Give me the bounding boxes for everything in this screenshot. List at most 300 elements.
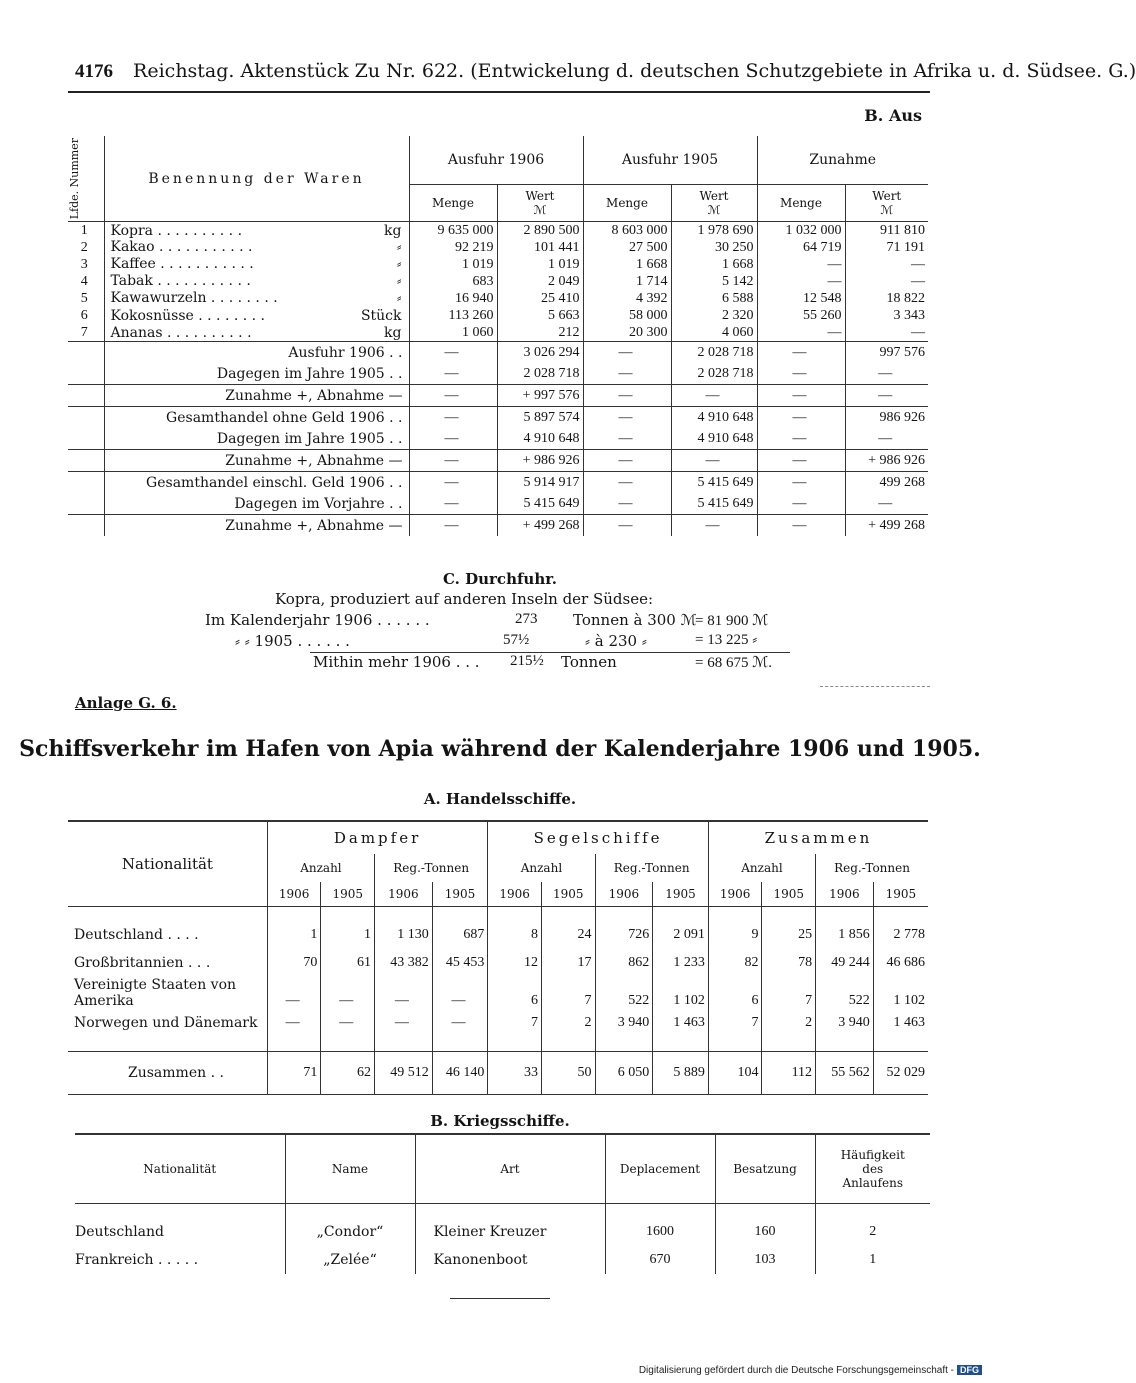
value-cell: 46 686	[873, 949, 928, 977]
cell-m06: 16 940	[409, 290, 497, 307]
unit: kg	[384, 324, 402, 341]
table-row	[68, 324, 928, 342]
ws-besatzung: 160	[715, 1218, 815, 1246]
cell-w06: 5 415 649	[497, 493, 583, 515]
unit: ⸗	[396, 256, 402, 272]
value-cell: —	[375, 1009, 433, 1037]
cell-wz: 986 926	[845, 407, 928, 429]
row-number: 2	[80, 239, 88, 255]
value-cell: 78	[762, 949, 816, 977]
value-cell: 6	[708, 977, 762, 1009]
ws-haeufigkeit: 1	[815, 1246, 930, 1274]
empty-cell	[68, 450, 104, 472]
ware-name: Kokosnüsse . . . . . . . . Stück	[104, 307, 409, 324]
cell-wz: —	[845, 493, 928, 515]
total-label: Zusammen . .	[68, 1052, 267, 1095]
table-row	[75, 1218, 930, 1246]
value-cell: 1 102	[653, 977, 709, 1009]
col-menge-header: Menge	[757, 185, 845, 222]
cell-wz: 3 343	[845, 307, 928, 324]
cell-m06: —	[409, 515, 497, 537]
total-cell: 5 889	[653, 1052, 709, 1095]
cell-wz: 18 822	[845, 290, 928, 307]
cell-w05: —	[671, 450, 757, 472]
value-cell: 70	[267, 949, 321, 977]
table-row	[75, 1246, 930, 1274]
cell-w05: 5 142	[671, 273, 757, 290]
total-cell: 49 512	[375, 1052, 433, 1095]
value-cell: 17	[541, 949, 595, 977]
cell-m05: 20 300	[583, 324, 671, 342]
ws-deplacement: 670	[605, 1246, 715, 1274]
row-number: 5	[80, 290, 88, 306]
year-header: 1905	[873, 882, 928, 907]
cell-w06: + 997 576	[497, 385, 583, 407]
value-cell: 7	[708, 1009, 762, 1037]
value-cell: 24	[541, 921, 595, 949]
value-cell: 43 382	[375, 949, 433, 977]
ws-besatzung: 103	[715, 1246, 815, 1274]
cell-m05: —	[583, 450, 671, 472]
year-header: 1906	[267, 882, 321, 907]
ware-name: Kawawurzeln . . . . . . . . ⸗	[104, 290, 409, 307]
unit: ⸗	[396, 290, 402, 306]
nationality-cell: Deutschland . . . .	[74, 927, 199, 943]
row-number: 4	[80, 273, 88, 289]
cell-m05: —	[583, 515, 671, 537]
cell-w05: 5 415 649	[671, 493, 757, 515]
value-cell: 82	[708, 949, 762, 977]
col-wert-header: Wert ℳ	[497, 185, 583, 222]
cell-mz: —	[757, 407, 845, 429]
empty-cell	[68, 407, 104, 429]
summary-row	[68, 515, 928, 537]
col-menge-header: Menge	[583, 185, 671, 222]
table-row	[68, 1009, 928, 1037]
cell-w05: 4 060	[671, 324, 757, 342]
cell-mz: —	[757, 385, 845, 407]
cell-mz: —	[757, 256, 845, 273]
summary-row	[68, 363, 928, 385]
col-wert-header: Wert ℳ	[845, 185, 928, 222]
spacer-row	[75, 1204, 930, 1219]
cell-mz: —	[757, 342, 845, 364]
cell-m05: —	[583, 428, 671, 450]
unit: ⸗	[396, 239, 402, 255]
cell-w06: 2 049	[497, 273, 583, 290]
ws-nationality-header: Nationalität	[75, 1134, 285, 1204]
cell-w06: 5 663	[497, 307, 583, 324]
cell-w06: 25 410	[497, 290, 583, 307]
table-row	[68, 949, 928, 977]
header-title: Reichstag. Aktenstück Zu Nr. 622. (Entwickelung d. deutschen Schutzgebiete in Afrika u. d. Südsee. G.)	[133, 60, 1136, 82]
year-header: 1905	[653, 882, 709, 907]
summary-label: Zunahme +, Abnahme —	[104, 385, 409, 407]
col-ausfuhr1906-header: Ausfuhr 1906	[409, 136, 583, 185]
col-zunahme-header: Zunahme	[757, 136, 928, 185]
cell-w06: 212	[497, 324, 583, 342]
cell-m05: 1 714	[583, 273, 671, 290]
value-cell: 3 940	[816, 1009, 874, 1037]
cell-mz: 1 032 000	[757, 222, 845, 240]
cell-wz: —	[845, 273, 928, 290]
header-rule	[68, 91, 930, 93]
summary-label: Gesamthandel einschl. Geld 1906 . .	[104, 472, 409, 494]
cell-mz: —	[757, 493, 845, 515]
year-header: 1906	[708, 882, 762, 907]
cell-m06: —	[409, 407, 497, 429]
cell-wz: —	[845, 256, 928, 273]
col-ausfuhr1905-header: Ausfuhr 1905	[583, 136, 757, 185]
total-cell: 104	[708, 1052, 762, 1095]
cell-m05: —	[583, 385, 671, 407]
table-row	[68, 256, 928, 273]
cell-wz: —	[845, 428, 928, 450]
value-cell: 687	[432, 921, 488, 949]
anlage-title: Schiffsverkehr im Hafen von Apia während der Kalenderjahre 1906 und 1905.	[19, 736, 981, 762]
row-number: 3	[80, 256, 88, 272]
summary-row	[68, 428, 928, 450]
page-header	[75, 60, 1136, 83]
page-number: 4176	[75, 61, 113, 82]
summary-row	[68, 407, 928, 429]
cell-m06: —	[409, 450, 497, 472]
value-cell: —	[375, 977, 433, 1009]
value-cell: 1 463	[653, 1009, 709, 1037]
value-cell: 49 244	[816, 949, 874, 977]
nationality-header: Nationalität	[121, 855, 213, 873]
empty-cell	[68, 342, 104, 364]
value-cell: —	[321, 1009, 375, 1037]
cell-w06: 5 897 574	[497, 407, 583, 429]
cell-m05: —	[583, 493, 671, 515]
regtonnen-header: Reg.-Tonnen	[595, 854, 708, 882]
table-row	[68, 290, 928, 307]
ws-name-header: Name	[285, 1134, 415, 1204]
cell-m05: 4 392	[583, 290, 671, 307]
cell-w06: + 499 268	[497, 515, 583, 537]
value-cell: 25	[762, 921, 816, 949]
empty-cell	[68, 428, 104, 450]
value-cell: 7	[488, 1009, 542, 1037]
value-cell: 1	[321, 921, 375, 949]
unit: kg	[384, 222, 402, 239]
kriegsschiffe-title: B. Kriegsschiffe.	[430, 1112, 570, 1130]
ws-art: Kleiner Kreuzer	[415, 1218, 605, 1246]
ws-nationality: Deutschland	[75, 1224, 164, 1240]
value-cell: 8	[488, 921, 542, 949]
cell-w05: 2 320	[671, 307, 757, 324]
value-cell: 522	[595, 977, 653, 1009]
row-number: 6	[80, 307, 88, 323]
cell-m06: —	[409, 342, 497, 364]
summary-label: Gesamthandel ohne Geld 1906 . .	[104, 407, 409, 429]
cell-m06: 1 019	[409, 256, 497, 273]
ws-name: „Zelée“	[285, 1246, 415, 1274]
footer	[639, 1365, 982, 1376]
table-row	[68, 273, 928, 290]
cell-w06: + 986 926	[497, 450, 583, 472]
handelsschiffe-title: A. Handelsschiffe.	[423, 790, 577, 808]
empty-cell	[68, 493, 104, 515]
spacer-row	[68, 1037, 928, 1052]
cell-mz: —	[757, 515, 845, 537]
year-header: 1905	[432, 882, 488, 907]
cell-w05: 30 250	[671, 239, 757, 256]
end-rule	[450, 1298, 550, 1299]
durchfuhr-subtitle: Kopra, produziert auf anderen Inseln der Südsee:	[275, 590, 654, 608]
cell-m06: —	[409, 493, 497, 515]
value-cell: 2	[541, 1009, 595, 1037]
summary-label: Dagegen im Jahre 1905 . .	[104, 428, 409, 450]
dfg-logo: DFG	[957, 1365, 982, 1375]
cell-wz: + 499 268	[845, 515, 928, 537]
value-cell: 2	[762, 1009, 816, 1037]
dampfer-header: Dampfer	[267, 821, 488, 854]
cell-w05: 4 910 648	[671, 428, 757, 450]
cell-mz: —	[757, 273, 845, 290]
spacer-row	[68, 907, 928, 922]
footer-text: Digitalisierung gefördert durch die Deutsche Forschungsgemeinschaft -	[638, 1365, 954, 1376]
ws-besatzung-header: Besatzung	[715, 1134, 815, 1204]
ware-name: Kopra . . . . . . . . . . kg	[104, 222, 409, 240]
ws-haeufigkeit: 2	[815, 1218, 930, 1246]
ware-name: Kakao . . . . . . . . . . . ⸗	[104, 239, 409, 256]
durchfuhr-rule	[310, 652, 790, 653]
cell-mz: 12 548	[757, 290, 845, 307]
year-header: 1906	[595, 882, 653, 907]
row-number: 7	[80, 324, 88, 340]
col-name-header: Benennung der Waren	[104, 136, 409, 222]
value-cell: —	[432, 977, 488, 1009]
ws-nationality: Frankreich . . . . .	[75, 1252, 199, 1268]
value-cell: —	[267, 1009, 321, 1037]
cell-m06: —	[409, 428, 497, 450]
value-cell: 522	[816, 977, 874, 1009]
cell-w06: 101 441	[497, 239, 583, 256]
anzahl-header: Anzahl	[708, 854, 815, 882]
cell-m05: —	[583, 407, 671, 429]
cell-wz: + 986 926	[845, 450, 928, 472]
cell-w05: 2 028 718	[671, 342, 757, 364]
ware-name: Ananas . . . . . . . . . . kg	[104, 324, 409, 342]
ws-art: Kanonenboot	[415, 1246, 605, 1274]
value-cell: 1 130	[375, 921, 433, 949]
value-cell: —	[321, 977, 375, 1009]
ws-name: „Condor“	[285, 1218, 415, 1246]
value-cell: 2 778	[873, 921, 928, 949]
nationality-cell: Vereinigte Staaten von Amerika	[74, 977, 237, 1009]
cell-m05: 58 000	[583, 307, 671, 324]
cell-w06: 3 026 294	[497, 342, 583, 364]
section-divider	[820, 686, 930, 687]
total-cell: 55 562	[816, 1052, 874, 1095]
total-cell: 62	[321, 1052, 375, 1095]
year-header: 1906	[375, 882, 433, 907]
value-cell: 862	[595, 949, 653, 977]
year-header: 1906	[816, 882, 874, 907]
cell-mz: —	[757, 363, 845, 385]
empty-cell	[68, 515, 104, 537]
year-header: 1905	[321, 882, 375, 907]
cell-mz: —	[757, 428, 845, 450]
table-row	[68, 222, 928, 240]
total-cell: 33	[488, 1052, 542, 1095]
value-cell: 1 463	[873, 1009, 928, 1037]
cell-wz: 911 810	[845, 222, 928, 240]
table-row	[68, 977, 928, 1009]
cell-w05: 4 910 648	[671, 407, 757, 429]
cell-wz: —	[845, 385, 928, 407]
cell-wz: —	[845, 324, 928, 342]
cell-w06: 1 019	[497, 256, 583, 273]
cell-w05: —	[671, 385, 757, 407]
merchant-ships-table	[68, 820, 928, 1095]
anzahl-header: Anzahl	[488, 854, 595, 882]
durchfuhr-title: C. Durchfuhr.	[443, 570, 557, 588]
summary-row	[68, 472, 928, 494]
empty-cell	[68, 472, 104, 494]
summary-label: Dagegen im Jahre 1905 . .	[104, 363, 409, 385]
value-cell: 3 940	[595, 1009, 653, 1037]
unit: Stück	[360, 307, 402, 324]
value-cell: —	[267, 977, 321, 1009]
cell-w05: 5 415 649	[671, 472, 757, 494]
value-cell: 12	[488, 949, 542, 977]
cell-m06: 683	[409, 273, 497, 290]
segelschiffe-header: Segelschiffe	[488, 821, 709, 854]
value-cell: 726	[595, 921, 653, 949]
total-cell: 52 029	[873, 1052, 928, 1095]
col-nr-header: Lfde. Nummer	[68, 136, 104, 222]
durchfuhr-line-total: Mithin mehr 1906 . . . 215½ Tonnen = 68 675 ℳ.	[313, 653, 772, 671]
durchfuhr-line-1905: ⸗ ⸗ 1905 . . . . . . 57½ ⸗ à 230 ⸗ = 13 225 ⸗	[235, 632, 758, 650]
cell-w06: 2 890 500	[497, 222, 583, 240]
year-header: 1905	[541, 882, 595, 907]
cell-mz: —	[757, 450, 845, 472]
zusammen-header: Zusammen	[708, 821, 928, 854]
anlage-label: Anlage G. 6.	[75, 694, 177, 712]
cell-mz: 55 260	[757, 307, 845, 324]
row-number: 1	[80, 222, 88, 238]
anzahl-header: Anzahl	[267, 854, 374, 882]
ware-name: Tabak . . . . . . . . . . . ⸗	[104, 273, 409, 290]
cell-wz: 499 268	[845, 472, 928, 494]
table-row	[68, 307, 928, 324]
summary-label: Ausfuhr 1906 . .	[104, 342, 409, 364]
summary-label: Dagegen im Vorjahre . .	[104, 493, 409, 515]
ware-name: Kaffee . . . . . . . . . . . ⸗	[104, 256, 409, 273]
value-cell: —	[432, 1009, 488, 1037]
cell-m06: —	[409, 385, 497, 407]
section-b-heading: B. Aus	[864, 106, 922, 125]
summary-row	[68, 450, 928, 472]
value-cell: 1 856	[816, 921, 874, 949]
cell-w05: 1 668	[671, 256, 757, 273]
value-cell: 1 102	[873, 977, 928, 1009]
summary-label: Zunahme +, Abnahme —	[104, 450, 409, 472]
cell-m06: 1 060	[409, 324, 497, 342]
table-row	[68, 921, 928, 949]
total-row	[68, 1052, 928, 1095]
year-header: 1905	[762, 882, 816, 907]
warships-table	[75, 1133, 930, 1274]
year-header: 1906	[488, 882, 542, 907]
nationality-cell: Norwegen und Dänemark	[74, 1015, 258, 1031]
ws-deplacement: 1600	[605, 1218, 715, 1246]
value-cell: 61	[321, 949, 375, 977]
ws-deplacement-header: Deplacement	[605, 1134, 715, 1204]
cell-w05: —	[671, 515, 757, 537]
value-cell: 6	[488, 977, 542, 1009]
regtonnen-header: Reg.-Tonnen	[375, 854, 488, 882]
regtonnen-header: Reg.-Tonnen	[816, 854, 928, 882]
value-cell: 7	[762, 977, 816, 1009]
col-menge-header: Menge	[409, 185, 497, 222]
total-cell: 6 050	[595, 1052, 653, 1095]
cell-w05: 2 028 718	[671, 363, 757, 385]
empty-cell	[68, 385, 104, 407]
nationality-cell: Großbritannien . . .	[74, 955, 211, 971]
value-cell: 9	[708, 921, 762, 949]
cell-m06: 9 635 000	[409, 222, 497, 240]
ws-haeufigkeit-header: Häufigkeit des Anlaufens	[815, 1134, 930, 1204]
value-cell: 7	[541, 977, 595, 1009]
cell-w06: 5 914 917	[497, 472, 583, 494]
cell-m06: —	[409, 472, 497, 494]
cell-mz: —	[757, 324, 845, 342]
cell-w06: 2 028 718	[497, 363, 583, 385]
cell-m06: 92 219	[409, 239, 497, 256]
empty-cell	[68, 363, 104, 385]
summary-row	[68, 385, 928, 407]
cell-m05: —	[583, 342, 671, 364]
value-cell: 2 091	[653, 921, 709, 949]
value-cell: 45 453	[432, 949, 488, 977]
cell-m05: 8 603 000	[583, 222, 671, 240]
summary-row	[68, 493, 928, 515]
table-row	[68, 239, 928, 256]
ws-art-header: Art	[415, 1134, 605, 1204]
cell-wz: 997 576	[845, 342, 928, 364]
summary-label: Zunahme +, Abnahme —	[104, 515, 409, 537]
col-wert-header: Wert ℳ	[671, 185, 757, 222]
cell-wz: —	[845, 363, 928, 385]
durchfuhr-line-1906: Im Kalenderjahr 1906 . . . . . . 273 Tonnen à 300 ℳ = 81 900 ℳ	[205, 611, 769, 629]
unit: ⸗	[396, 273, 402, 289]
cell-w05: 1 978 690	[671, 222, 757, 240]
cell-w06: 4 910 648	[497, 428, 583, 450]
value-cell: 1	[267, 921, 321, 949]
cell-wz: 71 191	[845, 239, 928, 256]
cell-m05: 27 500	[583, 239, 671, 256]
durchfuhr-block	[205, 590, 805, 674]
total-cell: 71	[267, 1052, 321, 1095]
cell-m06: 113 260	[409, 307, 497, 324]
export-table	[68, 136, 928, 536]
cell-m05: —	[583, 472, 671, 494]
total-cell: 50	[541, 1052, 595, 1095]
summary-row	[68, 342, 928, 364]
cell-m05: —	[583, 363, 671, 385]
total-cell: 46 140	[432, 1052, 488, 1095]
cell-w05: 6 588	[671, 290, 757, 307]
cell-m06: —	[409, 363, 497, 385]
value-cell: 1 233	[653, 949, 709, 977]
cell-m05: 1 668	[583, 256, 671, 273]
cell-mz: 64 719	[757, 239, 845, 256]
total-cell: 112	[762, 1052, 816, 1095]
